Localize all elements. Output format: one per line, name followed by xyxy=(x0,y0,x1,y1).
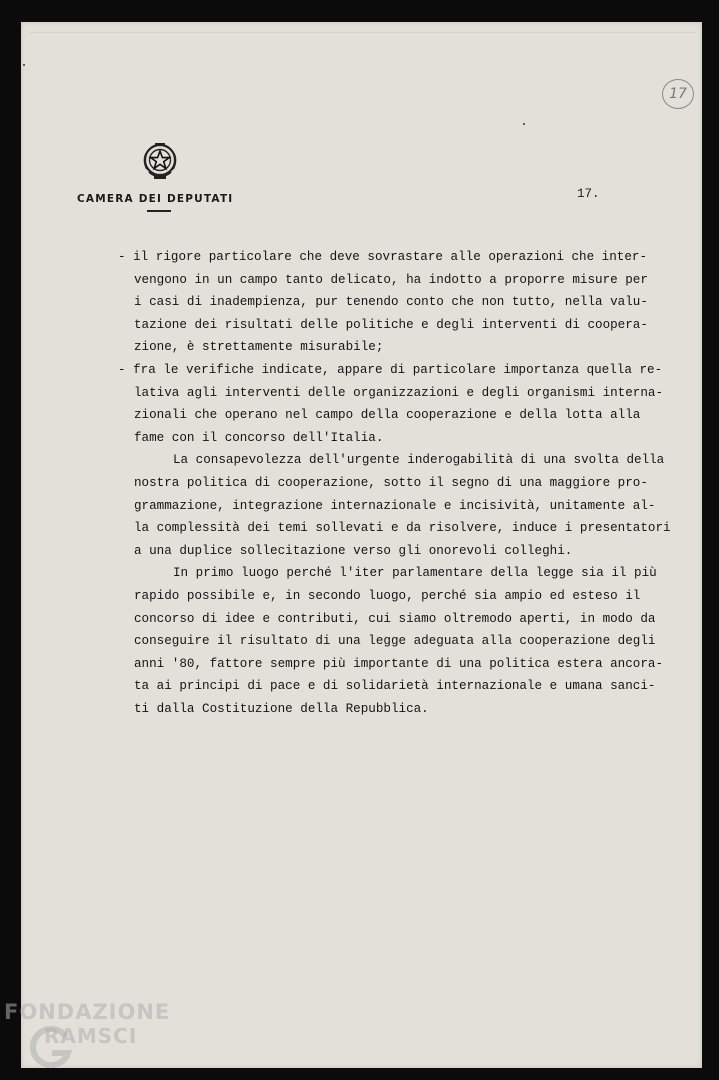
text-line: In primo luogo perché l'iter parlamentare della legge sia il più xyxy=(173,566,657,581)
text-line: concorso di idee e contributi, cui siamo oltremodo aperti, in modo da xyxy=(134,611,656,626)
paper-speck xyxy=(23,64,25,66)
header-underline xyxy=(147,210,171,212)
text-line: la complessità dei temi sollevati e da risolvere, induce i presentatori xyxy=(134,521,671,536)
text-line: a una duplice sollecitazione verso gli onorevoli colleghi. xyxy=(134,543,573,558)
text-line: rapido possibile e, in secondo luogo, perché sia ampio ed esteso il xyxy=(134,588,641,603)
text-line: vengono in un campo tanto delicato, ha indotto a proporre misure per xyxy=(134,272,648,287)
text-line: - il rigore particolare che deve sovrastare alle operazioni che inter- xyxy=(118,250,648,264)
text-line: i casi di inadempienza, pur tenendo conto che non tutto, nella valu- xyxy=(134,295,648,310)
watermark-line-1: FONDAZIONE xyxy=(4,1000,171,1024)
text-line: conseguire il risultato di una legge adeguata alla cooperazione degli xyxy=(134,634,656,649)
text-line: La consapevolezza dell'urgente inderogabilità di una svolta della xyxy=(173,453,665,468)
text-line: fame con il concorso dell'Italia. xyxy=(134,430,384,445)
document-body xyxy=(118,246,688,720)
text-line: tazione dei risultati delle politiche e degli interventi di coopera- xyxy=(134,317,648,332)
italian-republic-emblem-icon xyxy=(141,141,179,183)
fondazione-gramsci-watermark xyxy=(4,1000,170,1048)
text-line: - fra le verifiche indicate, appare di particolare importanza quella re- xyxy=(118,362,663,377)
archive-page-stamp xyxy=(662,79,694,109)
paper-speck xyxy=(523,123,525,125)
text-line: zionali che operano nel campo della cooperazione e della lotta alla xyxy=(134,408,641,423)
archive-number-text: 17 xyxy=(669,86,687,102)
text-line: nostra politica di cooperazione, sotto il segno di una maggiore pro- xyxy=(134,475,648,490)
text-line: anni '80, fattore sempre più importante di una politica estera ancora- xyxy=(134,656,664,671)
text-line: lativa agli interventi delle organizzazioni e degli organismi interna- xyxy=(134,385,664,400)
text-line: zione, è strettamente misurabile; xyxy=(134,340,384,355)
chamber-header: CAMERA DEI DEPUTATI xyxy=(77,193,234,205)
text-line: ti dalla Costituzione della Repubblica. xyxy=(134,701,429,716)
text-line: ta ai principi di pace e di solidarietà internazionale e umana sanci- xyxy=(134,679,656,694)
text-line: grammazione, integrazione internazionale e incisività, unitamente al- xyxy=(134,498,656,513)
page-number: 17. xyxy=(577,187,600,201)
watermark-line-2: RAMSCI xyxy=(44,1024,138,1048)
